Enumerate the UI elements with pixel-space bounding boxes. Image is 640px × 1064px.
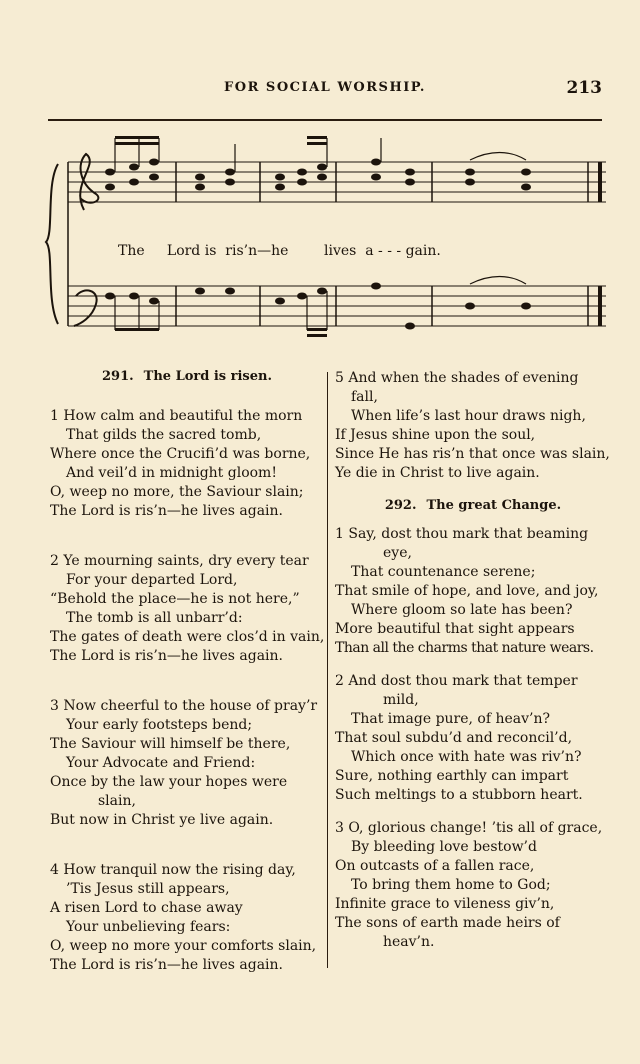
note — [195, 174, 205, 181]
verse-line: The Lord is ris’n—he lives again. — [50, 503, 283, 519]
tie — [470, 153, 526, 161]
note — [275, 298, 285, 305]
verse-line: Since He has ris’n that once was slain, — [335, 446, 610, 462]
verse-line: Than all the charms that nature wears. — [335, 640, 594, 656]
note — [149, 174, 159, 181]
verse-line: That gilds the sacred tomb, — [66, 427, 262, 443]
note — [317, 164, 327, 171]
note — [297, 293, 307, 300]
stanza — [50, 861, 324, 975]
verse-line: O, weep no more, the Saviour slain; — [50, 484, 304, 500]
verse-line: A risen Lord to chase away — [50, 900, 243, 916]
hymn-number: 291. — [101, 369, 134, 384]
note — [405, 169, 415, 176]
note — [371, 174, 381, 181]
note — [195, 288, 205, 295]
stanza — [50, 697, 324, 830]
verse-line: mild, — [383, 692, 419, 708]
system-brace — [46, 164, 58, 324]
verse-line: Infinite grace to vileness giv’n, — [335, 896, 555, 912]
stanza — [335, 369, 611, 483]
note — [521, 303, 531, 310]
note — [521, 184, 531, 191]
note — [129, 293, 139, 300]
note — [297, 179, 307, 186]
verse-line: To bring them home to God; — [351, 877, 551, 893]
verse-line: 2 And dost thou mark that temper — [335, 673, 578, 689]
verse-line: heav’n. — [383, 934, 435, 950]
running-head — [48, 80, 602, 102]
verse-line: ’Tis Jesus still appears, — [66, 881, 230, 897]
note — [129, 164, 139, 171]
verse-line: Your early footsteps bend; — [66, 717, 253, 733]
verse-line: The gates of death were clos’d in vain, — [50, 629, 325, 645]
stanza — [335, 672, 611, 805]
running-title: FOR SOCIAL WORSHIP. — [224, 80, 426, 95]
head-rule — [48, 119, 602, 121]
hymn-number: 292. — [384, 498, 417, 513]
verse-line: That smile of hope, and love, and joy, — [335, 583, 599, 599]
verse-line: Your unbelieving fears: — [66, 919, 231, 935]
hymn-title: The Lord is risen. — [143, 369, 272, 384]
hymn-291-heading — [50, 366, 324, 388]
verse-line: The Saviour will himself be there, — [50, 736, 291, 752]
verse-line: When life’s last hour draws nigh, — [351, 408, 586, 424]
note — [297, 169, 307, 176]
note — [371, 159, 381, 166]
stanza — [50, 552, 324, 666]
note — [225, 169, 235, 176]
treble-staff — [68, 162, 606, 202]
note — [149, 298, 159, 305]
note — [465, 169, 475, 176]
verse-line: If Jesus shine upon the soul, — [335, 427, 536, 443]
verse-line: The tomb is all unbarr’d: — [66, 610, 243, 626]
verse-line: 1 How calm and beautiful the morn — [50, 408, 303, 424]
note — [195, 184, 205, 191]
verse-line: 3 Now cheerful to the house of pray’r — [50, 698, 318, 714]
stanza — [335, 819, 611, 952]
verse-line: But now in Christ ye live again. — [50, 812, 274, 828]
verse-line: 4 How tranquil now the rising day, — [50, 862, 296, 878]
note — [225, 288, 235, 295]
right-column — [335, 360, 611, 952]
note — [275, 184, 285, 191]
verse-line: Where gloom so late has been? — [351, 602, 573, 618]
verse-line: 1 Say, dost thou mark that beaming — [335, 526, 589, 542]
verse-line: That countenance serene; — [351, 564, 536, 580]
stanza — [335, 525, 611, 658]
verse-line: The sons of earth made heirs of — [335, 915, 560, 931]
verse-line: That image pure, of heav’n? — [351, 711, 551, 727]
tie — [470, 277, 526, 285]
page-number: 213 — [566, 78, 602, 98]
beams — [115, 136, 327, 337]
verse-line: On outcasts of a fallen race, — [335, 858, 535, 874]
verse-line: Where once the Crucifi’d was borne, — [50, 446, 311, 462]
column-divider — [327, 372, 328, 968]
note — [371, 283, 381, 290]
note — [149, 159, 159, 166]
verse-line: Once by the law your hopes were — [50, 774, 288, 790]
verse-line: The Lord is ris’n—he lives again. — [50, 648, 283, 664]
verse-line: Ye die in Christ to live again. — [335, 465, 540, 481]
note — [225, 179, 235, 186]
verse-line: Your Advocate and Friend: — [66, 755, 256, 771]
music-score-svg — [40, 124, 620, 360]
note — [105, 169, 115, 176]
note — [129, 179, 139, 186]
music-score — [40, 124, 620, 360]
note — [521, 169, 531, 176]
note — [465, 303, 475, 310]
note — [105, 184, 115, 191]
verse-line: More beautiful that sight appears — [335, 621, 575, 637]
hymn-title: The great Change. — [426, 498, 562, 513]
verse-line: By bleeding love bestow’d — [351, 839, 537, 855]
verse-line: That soul subdu’d and reconcil’d, — [335, 730, 573, 746]
verse-line: fall, — [351, 389, 378, 405]
verse-line: Sure, nothing earthly can impart — [335, 768, 569, 784]
note — [465, 179, 475, 186]
left-column — [50, 360, 324, 975]
verse-line: 5 And when the shades of evening — [335, 370, 579, 386]
verse-line: eye, — [383, 545, 412, 561]
verse-line: Such meltings to a stubborn heart. — [335, 787, 583, 803]
verse-line: 2 Ye mourning saints, dry every tear — [50, 553, 309, 569]
note — [405, 323, 415, 330]
verse-line: Which once with hate was riv’n? — [351, 749, 582, 765]
note — [105, 293, 115, 300]
verse-line: For your departed Lord, — [66, 572, 238, 588]
verse-line: 3 O, glorious change! ’tis all of grace, — [335, 820, 603, 836]
note — [275, 174, 285, 181]
verse-line: And veil’d in midnight gloom! — [66, 465, 277, 481]
hymn-292-heading — [335, 495, 611, 517]
music-lyric-underlay: The Lord is ris’n—he lives a - - - gain. — [118, 243, 441, 259]
verse-line: O, weep no more your comforts slain, — [50, 938, 317, 954]
verse-line: “Behold the place—he is not here,” — [50, 591, 300, 607]
note — [317, 288, 327, 295]
verse-line: slain, — [98, 793, 136, 809]
note — [317, 174, 327, 181]
note — [405, 179, 415, 186]
stanza — [50, 407, 324, 521]
verse-line: The Lord is ris’n—he lives again. — [50, 957, 283, 973]
